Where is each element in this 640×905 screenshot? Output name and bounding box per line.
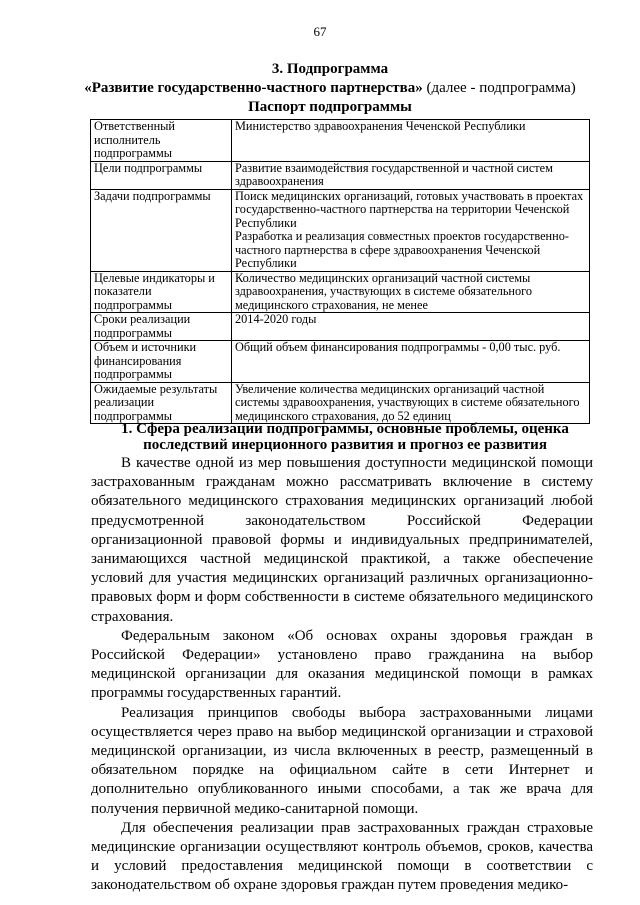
row-value: Количество медицинских организаций частной системы здравоохранения, участвующих в системе обязательного медицинского страхования, не менее: [232, 271, 590, 313]
table-row: [91, 382, 590, 424]
subprogram-alias: (далее - подпрограмма): [422, 80, 576, 96]
passport-heading: Паспорт подпрограммы: [248, 99, 412, 115]
table-row: [91, 341, 590, 383]
passport-table: [90, 119, 590, 424]
row-value: Развитие взаимодействия государственной и частной систем здравоохранения: [232, 161, 590, 189]
subprogram-name: [60, 79, 600, 98]
task-item: Поиск медицинских организаций, готовых участвовать в проектах государственно-частного партнерства на территории Чеченской Республики: [235, 188, 584, 230]
row-value: 2014-2020 годы: [232, 313, 590, 341]
row-value: Общий объем финансирования подпрограммы - 0,00 тыс. руб.: [232, 341, 590, 383]
table-row: [91, 189, 590, 271]
paragraph: Реализация принципов свободы выбора застрахованными лицами осуществляется через право на выбор медицинской организации и страховой медицинской организации, из числа включенных в реестр, размещенный в обязательном порядке на официальном сайте в сети Интернет и дополнительно опубликованного иными способами, а так же врача для получения первичной медико-санитарной помощи.: [91, 704, 593, 817]
table-row: [91, 313, 590, 341]
section-title: 1. Сфера реализации подпрограммы, основные проблемы, оценка последствий инерционного развития и прогноз ее развития: [121, 421, 569, 453]
row-label: Цели подпрограммы: [91, 161, 232, 189]
table-row: [91, 120, 590, 162]
table-row: [91, 161, 590, 189]
paragraph: Федеральным законом «Об основах охраны здоровья граждан в Российской Федерации» установлено право гражданина на выбор медицинской организации для оказания медицинской помощи в рамках программы государственных гарантий.: [91, 627, 593, 702]
row-label: Ожидаемые результаты реализации подпрограммы: [91, 382, 232, 424]
body-text: [91, 454, 593, 896]
row-label: Задачи подпрограммы: [91, 189, 232, 271]
row-label: Объем и источники финансирования подпрограммы: [91, 341, 232, 383]
row-value: [232, 189, 590, 271]
paragraph: В качестве одной из мер повышения доступности медицинской помощи застрахованным гражданам можно рассматривать включение в систему обязательного медицинского страхования медицинских организаций любой предусмотренной законодательством Российской Федерации организационной правовой формы и индивидуальных предпринимателей, занимающихся частной медицинской практикой, а также обеспечение условий для участия медицинских организаций различных организационно-правовых форм и форм собственности в системе обязательного медицинского страхования.: [91, 455, 593, 625]
table-row: [91, 271, 590, 313]
row-label: Ответственный исполнитель подпрограммы: [91, 120, 232, 162]
task-item: Разработка и реализация совместных проектов государственно-частного партнерства в сфере здравоохранения Чеченской Республики: [235, 229, 569, 270]
subprogram-title: «Развитие государственно-частного партнерства»: [84, 80, 423, 96]
page-number: 67: [313, 24, 327, 39]
row-value: Увеличение количества медицинских организаций частной системы здравоохранения, участвующих в системе обязательного медицинского страхования, до 52 единиц: [232, 382, 590, 424]
row-label: Сроки реализации подпрограммы: [91, 313, 232, 341]
subprogram-heading: 3. Подпрограмма: [271, 61, 389, 77]
row-value: Министерство здравоохранения Чеченской Республики: [232, 120, 590, 162]
row-label: Целевые индикаторы и показатели подпрограммы: [91, 271, 232, 313]
paragraph: Для обеспечения реализации прав застрахованных граждан страховые медицинские организации осуществляют контроль объемов, сроков, качества и условий предоставления медицинской помощи в соответствии с законодательством об охране здоровья граждан путем проведения медико-: [91, 819, 593, 894]
